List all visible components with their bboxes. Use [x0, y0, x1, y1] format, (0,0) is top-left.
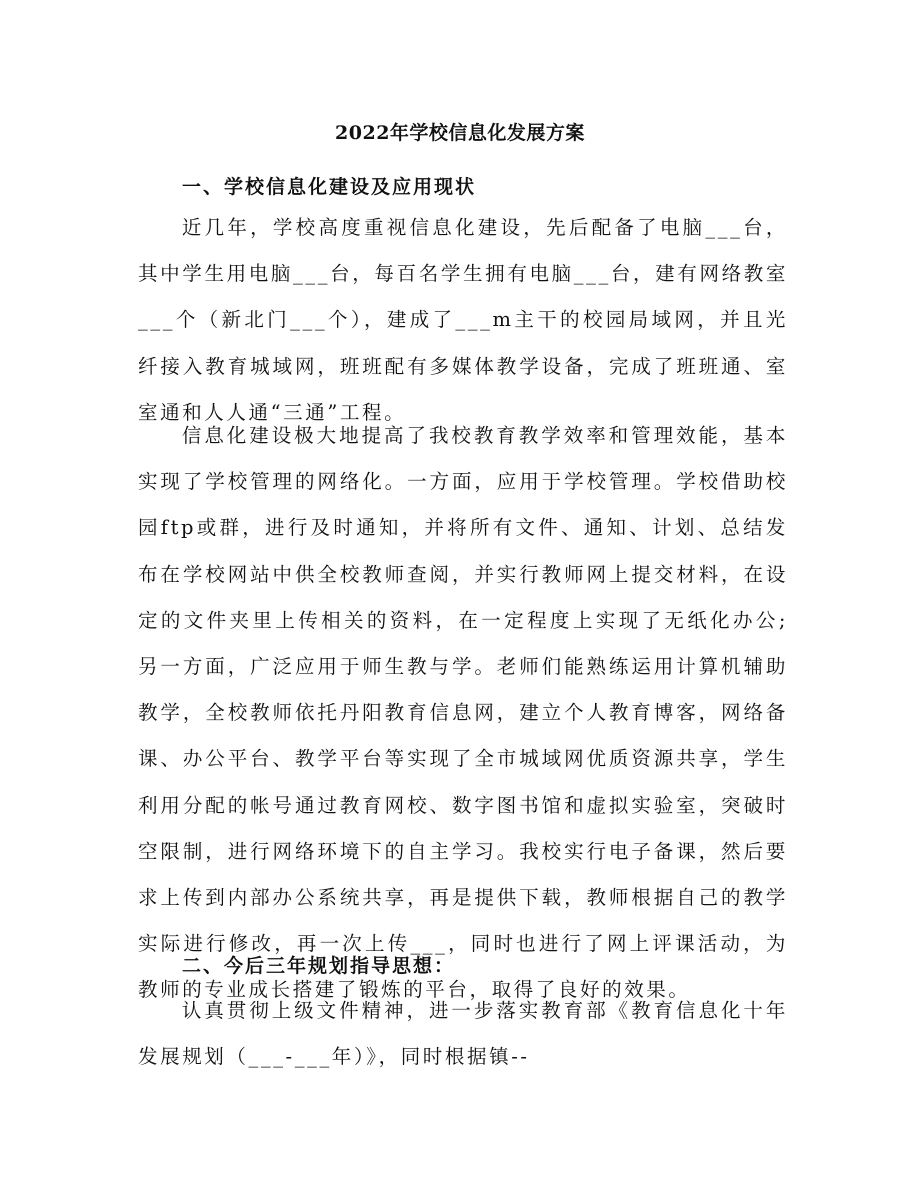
section-1-heading: 一、学校信息化建设及应用现状: [182, 176, 477, 198]
document-title: 2022年学校信息化发展方案: [335, 122, 585, 144]
section-1-paragraph-1: 近几年，学校高度重视信息化建设，先后配备了电脑___台，其中学生用电脑___台，每百名学生拥有电脑___台，建有网络教室___个（新北门___个），建成了___m主干的校园局域网，并且光纤接入教育城域网，班班配有多媒体教学设备，完成了班班通、室室通和人人通“三通”工程。: [138, 216, 788, 424]
section-2-paragraph-1: 认真贯彻上级文件精神，进一步落实教育部《教育信息化十年发展规划（___-___年）》，同时根据镇--: [138, 999, 788, 1069]
section-1-paragraph-2: 信息化建设极大地提高了我校教育教学效率和管理效能，基本实现了学校管理的网络化。一方面，应用于学校管理。学校借助校园ftp或群，进行及时通知，并将所有文件、通知、计划、总结发布在学校网站中供全校教师查阅，并实行教师网上提交材料，在设定的文件夹里上传相关的资料，在一定程度上实现了无纸化办公;另一方面，广泛应用于师生教与学。老师们能熟练运用计算机辅助教学，全校教师依托丹阳教育信息网，建立个人教育博客，网络备课、办公平台、教学平台等实现了全市城域网优质资源共享，学生利用分配的帐号通过教育网校、数字图书馆和虚拟实验室，突破时空限制，进行网络环境下的自主学习。我校实行电子备课，然后要求上传到内部办公系统共享，再是提供下载，教师根据自己的教学实际进行修改，再一次上传___，同时也进行了网上评课活动，为教师的专业成长搭建了锻炼的平台，取得了良好的效果。: [138, 424, 788, 1002]
section-2-heading: 二、今后三年规划指导思想：: [182, 955, 456, 977]
